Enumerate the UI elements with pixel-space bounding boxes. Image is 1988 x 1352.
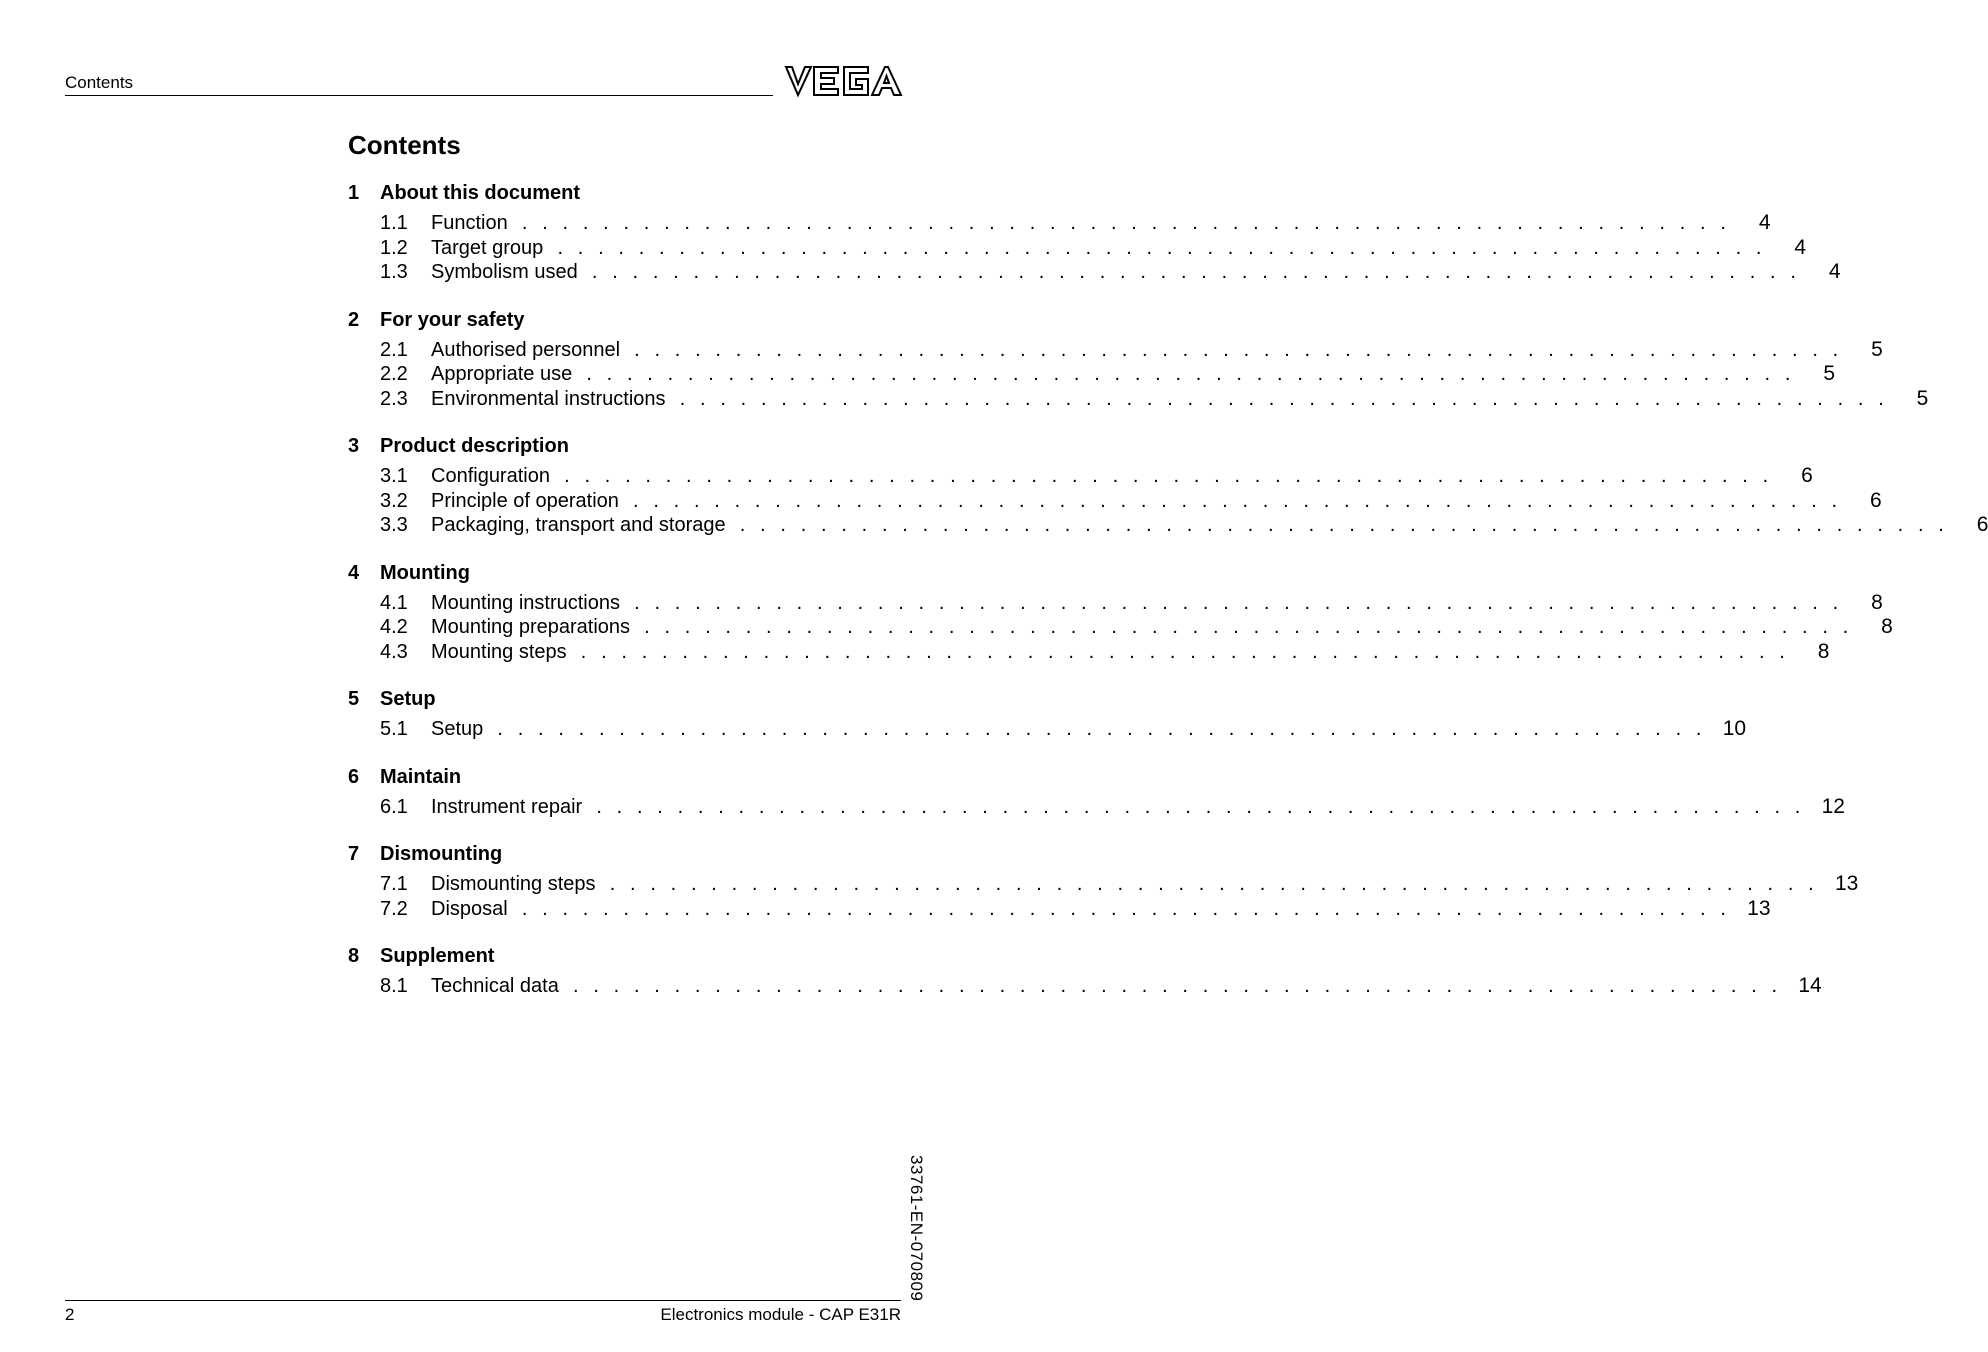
entry-leader	[431, 387, 1888, 412]
entry-page-number: 4	[1828, 260, 1841, 283]
toc-section-heading[interactable]	[348, 307, 902, 333]
entry-number: 4.1	[380, 591, 408, 614]
entry-title: Appropriate use	[431, 363, 573, 385]
footer-document-title: Electronics module - CAP E31R	[660, 1305, 901, 1324]
toc-entry[interactable]	[348, 974, 1822, 999]
entry-title: Mounting steps	[431, 640, 567, 663]
entry-title: Packaging, transport and storage	[431, 514, 726, 536]
section-number: 5	[348, 688, 360, 710]
entry-leader	[431, 464, 1773, 489]
toc-entry[interactable]	[348, 639, 1830, 665]
entry-leader	[431, 591, 1843, 616]
entry-page-number: 6	[1870, 488, 1882, 512]
toc-section-heading[interactable]	[348, 764, 902, 790]
entry-page-number: 8	[1871, 590, 1883, 614]
entry-title: Technical data	[431, 975, 559, 997]
toc-entry[interactable]	[348, 235, 1807, 261]
table-of-contents	[348, 180, 1988, 1021]
vega-logo	[784, 64, 902, 98]
dot-leader: . . . . . . . . . . . . . . . . . . . . . . . . . . . . . . . . . . . . . . . . . . . . . . . . . . . . . . . . . . . .	[562, 975, 1782, 997]
dot-leader: . . . . . . . . . . . . . . . . . . . . . . . . . . . . . . . . . . . . . . . . . . . . . . . . . . . . . . . . . . . .	[599, 873, 1819, 895]
toc-section-heading[interactable]	[348, 180, 902, 206]
entry-page-number: 5	[1871, 337, 1883, 361]
section-number: 8	[348, 945, 360, 967]
dot-leader: . . . . . . . . . . . . . . . . . . . . . . . . . . . . . . . . . . . . . . . . . . . . . . . . . . . . . . . . . . . .	[586, 795, 1805, 818]
entry-number: 4.3	[380, 640, 408, 663]
entry-title: Target group	[431, 236, 544, 259]
toc-entry[interactable]	[348, 488, 1882, 514]
dot-leader: . . . . . . . . . . . . . . . . . . . . . . . . . . . . . . . . . . . . . . . . . . . . . . . . . . . . . . . . . . . .	[553, 465, 1773, 487]
entry-page-number: 8	[1881, 615, 1893, 638]
entry-number: 3.2	[380, 489, 408, 512]
entry-leader	[431, 362, 1795, 387]
entry-title: Principle of operation	[431, 489, 619, 512]
section-title: About this document	[380, 182, 580, 204]
entry-page-number: 4	[1758, 211, 1771, 234]
toc-entry[interactable]	[348, 896, 1771, 922]
section-number: 2	[348, 308, 360, 331]
entry-leader	[431, 260, 1801, 285]
entry-number: 4.2	[380, 616, 408, 638]
entry-page-number: 5	[1916, 386, 1929, 410]
entry-number: 1.2	[380, 236, 408, 259]
entry-page-number: 4	[1794, 235, 1807, 259]
dot-leader: . . . . . . . . . . . . . . . . . . . . . . . . . . . . . . . . . . . . . . . . . . . . . . . . . . . . . . . . . . . .	[547, 236, 1767, 259]
entry-leader	[431, 338, 1843, 363]
toc-section	[348, 764, 1845, 820]
toc-entry[interactable]	[348, 794, 1845, 820]
entry-title: Mounting instructions	[431, 591, 620, 614]
section-number: 1	[348, 182, 360, 204]
dot-leader: . . . . . . . . . . . . . . . . . . . . . . . . . . . . . . . . . . . . . . . . . . . . . . . . . . . . . . . . . . . .	[576, 363, 1795, 385]
entry-title: Authorised personnel	[431, 338, 621, 361]
dot-leader: . . . . . . . . . . . . . . . . . . . . . . . . . . . . . . . . . . . . . . . . . . . . . . . . . . . . . . . . . . . .	[487, 718, 1707, 740]
entry-page-number: 13	[1834, 872, 1859, 895]
section-number: 7	[348, 843, 360, 865]
dot-leader: . . . . . . . . . . . . . . . . . . . . . . . . . . . . . . . . . . . . . . . . . . . . . . . . . . . . . . . . . . . .	[634, 616, 1853, 638]
toc-section	[348, 686, 1747, 742]
entry-leader	[431, 211, 1731, 236]
toc-entry[interactable]	[348, 872, 1859, 897]
entry-number: 7.1	[380, 873, 408, 895]
toc-section-heading[interactable]	[348, 560, 902, 586]
entry-number: 1.1	[380, 212, 408, 234]
entry-title: Setup	[431, 718, 484, 740]
dot-leader: . . . . . . . . . . . . . . . . . . . . . . . . . . . . . . . . . . . . . . . . . . . . . . . . . . . . . . . . . . . .	[729, 514, 1949, 536]
entry-page-number: 5	[1823, 362, 1835, 385]
entry-title: Instrument repair	[431, 795, 583, 818]
toc-entry[interactable]	[348, 260, 1841, 285]
dot-leader: . . . . . . . . . . . . . . . . . . . . . . . . . . . . . . . . . . . . . . . . . . . . . . . . . . . . . . . . . . . .	[511, 212, 1731, 234]
toc-entry[interactable]	[348, 513, 1988, 538]
toc-section-heading[interactable]	[348, 433, 902, 459]
dot-leader: . . . . . . . . . . . . . . . . . . . . . . . . . . . . . . . . . . . . . . . . . . . . . . . . . . . . . . . . . . . .	[622, 489, 1842, 512]
toc-entry[interactable]	[348, 717, 1747, 742]
toc-entry[interactable]	[348, 337, 1883, 363]
header-divider	[65, 95, 773, 96]
toc-section	[348, 943, 1822, 999]
entry-page-number: 12	[1821, 794, 1845, 818]
dot-leader: . . . . . . . . . . . . . . . . . . . . . . . . . . . . . . . . . . . . . . . . . . . . . . . . . . . . . . . . . . . .	[624, 338, 1843, 361]
toc-section-heading[interactable]	[348, 841, 902, 867]
toc-entry[interactable]	[348, 386, 1929, 412]
entry-number: 7.2	[380, 897, 408, 920]
dot-leader: . . . . . . . . . . . . . . . . . . . . . . . . . . . . . . . . . . . . . . . . . . . . . . . . . . . . . . . . . . . .	[511, 897, 1731, 920]
entry-title: Environmental instructions	[431, 387, 666, 410]
entry-leader	[431, 513, 1948, 538]
toc-section	[348, 841, 1859, 921]
toc-entry[interactable]	[348, 362, 1835, 387]
dot-leader: . . . . . . . . . . . . . . . . . . . . . . . . . . . . . . . . . . . . . . . . . . . . . . . . . . . . . . . . . . . .	[669, 387, 1889, 410]
entry-title: Dismounting steps	[431, 873, 596, 895]
toc-entry[interactable]	[348, 615, 1893, 640]
entry-leader	[431, 872, 1818, 897]
entry-title: Function	[431, 212, 508, 234]
dot-leader: . . . . . . . . . . . . . . . . . . . . . . . . . . . . . . . . . . . . . . . . . . . . . . . . . . . . . . . . . . . .	[570, 640, 1790, 663]
entry-number: 3.1	[380, 465, 408, 487]
entry-number: 3.3	[380, 514, 408, 536]
entry-leader	[431, 795, 1805, 820]
section-title: Supplement	[380, 945, 495, 967]
section-title: Mounting	[380, 561, 470, 584]
entry-number: 8.1	[380, 975, 408, 997]
entry-leader	[431, 640, 1789, 665]
entry-leader	[431, 897, 1731, 922]
section-title: Setup	[380, 688, 436, 710]
toc-entry[interactable]	[348, 590, 1883, 616]
entry-leader	[431, 974, 1782, 999]
toc-section-heading[interactable]	[348, 686, 902, 712]
running-header: Contents	[65, 73, 134, 92]
section-title: For your safety	[380, 308, 525, 331]
entry-title: Disposal	[431, 897, 508, 920]
toc-section	[348, 307, 1929, 412]
entry-number: 2.1	[380, 338, 408, 361]
section-number: 3	[348, 435, 360, 457]
section-number: 4	[348, 561, 360, 584]
dot-leader: . . . . . . . . . . . . . . . . . . . . . . . . . . . . . . . . . . . . . . . . . . . . . . . . . . . . . . . . . . . .	[581, 261, 1801, 283]
entry-number: 5.1	[380, 718, 408, 740]
entry-page-number: 6	[1976, 513, 1988, 536]
toc-entry[interactable]	[348, 464, 1813, 489]
entry-leader	[431, 489, 1842, 514]
entry-page-number: 10	[1722, 717, 1747, 740]
toc-section	[348, 433, 1988, 538]
entry-title: Mounting preparations	[431, 616, 631, 638]
document-code: 33761-EN-070809	[907, 1155, 926, 1302]
footer-divider	[65, 1300, 901, 1301]
page-number: 2	[65, 1305, 75, 1324]
toc-section	[348, 560, 1893, 665]
entry-page-number: 6	[1801, 464, 1813, 487]
entry-number: 1.3	[380, 261, 408, 283]
toc-section-heading[interactable]	[348, 943, 902, 969]
entry-number: 6.1	[380, 795, 408, 818]
toc-entry[interactable]	[348, 211, 1771, 236]
entry-page-number: 8	[1817, 639, 1830, 663]
entry-title: Symbolism used	[431, 261, 578, 283]
entry-title: Configuration	[431, 465, 550, 487]
page-title: Contents	[348, 130, 461, 160]
toc-section	[348, 180, 1841, 285]
section-title: Product description	[380, 435, 569, 457]
entry-page-number: 13	[1747, 896, 1771, 920]
section-number: 6	[348, 765, 360, 788]
entry-leader	[431, 717, 1706, 742]
entry-number: 2.3	[380, 387, 408, 410]
dot-leader: . . . . . . . . . . . . . . . . . . . . . . . . . . . . . . . . . . . . . . . . . . . . . . . . . . . . . . . . . . . .	[623, 591, 1843, 614]
entry-number: 2.2	[380, 363, 408, 385]
section-title: Dismounting	[380, 843, 503, 865]
entry-leader	[431, 236, 1766, 261]
entry-page-number: 14	[1798, 974, 1822, 997]
section-title: Maintain	[380, 765, 462, 788]
entry-leader	[431, 615, 1853, 640]
